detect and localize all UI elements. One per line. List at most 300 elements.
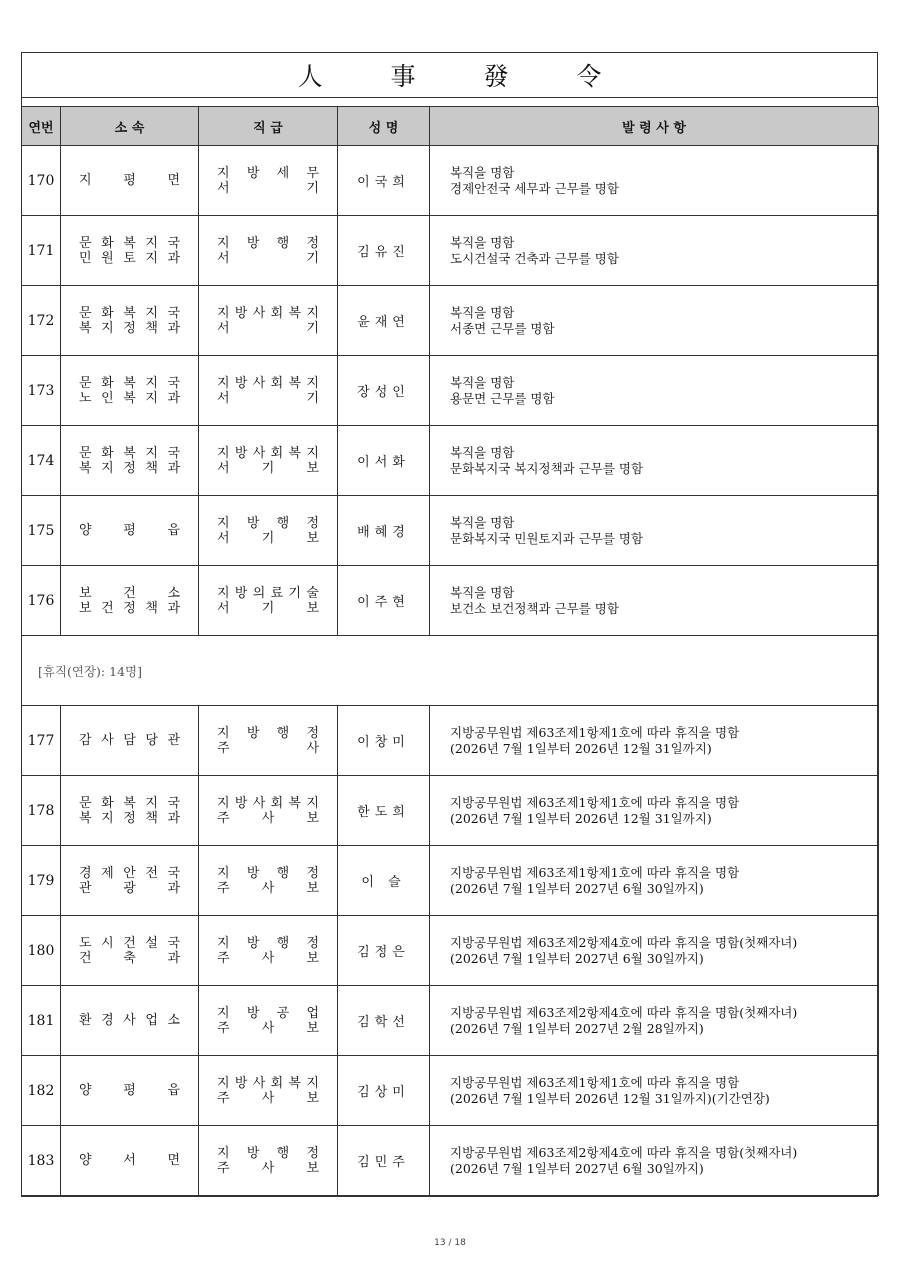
header-number: 연번 — [22, 107, 61, 146]
grade-line — [217, 866, 319, 881]
grade-line — [217, 951, 319, 966]
grade-char: 기 — [261, 460, 275, 476]
dept-char: 정 — [123, 810, 136, 826]
grade-char: 지 — [306, 375, 319, 391]
grade-char: 지 — [217, 1005, 230, 1021]
row-person-name: 김정은 — [338, 916, 430, 986]
dept-char: 민 — [79, 250, 92, 266]
dept-line — [79, 951, 180, 966]
grade-char: 의 — [252, 585, 266, 601]
dept-char: 문 — [79, 305, 92, 321]
grade-line — [217, 1161, 319, 1176]
row-number: 172 — [22, 286, 61, 356]
dept-char: 지 — [101, 320, 114, 336]
appointment-line: (2026년 7월 1일부터 2026년 12월 31일까지)(기간연장) — [450, 1090, 770, 1106]
grade-char: 회 — [270, 305, 284, 321]
appointment-line: 용문면 근무를 명함 — [450, 390, 555, 406]
row-department — [61, 356, 199, 426]
grade-line — [217, 1076, 319, 1091]
row-number: 176 — [22, 566, 61, 636]
dept-line — [79, 601, 180, 616]
dept-char: 소 — [167, 585, 180, 601]
grade-char: 주 — [217, 1160, 230, 1176]
dept-char: 건 — [123, 935, 136, 951]
dept-line — [79, 523, 180, 538]
grade-char: 사 — [261, 1020, 275, 1036]
dept-line — [79, 866, 180, 881]
grade-char: 방 — [234, 445, 248, 461]
row-department — [61, 286, 199, 356]
dept-char: 지 — [145, 795, 158, 811]
dept-line — [79, 251, 180, 266]
grade-char: 지 — [306, 445, 319, 461]
row-appointment — [430, 706, 879, 776]
appointment-line: (2026년 7월 1일부터 2027년 6월 30일까지) — [450, 950, 704, 966]
appointment-line: (2026년 7월 1일부터 2027년 6월 30일까지) — [450, 880, 704, 896]
dept-char: 노 — [79, 390, 92, 406]
grade-char: 지 — [217, 235, 230, 251]
dept-char: 건 — [123, 585, 136, 601]
dept-char: 국 — [167, 305, 180, 321]
row-grade — [199, 146, 338, 216]
grade-char: 사 — [252, 375, 266, 391]
dept-char: 경 — [79, 865, 92, 881]
dept-char: 화 — [101, 445, 114, 461]
grade-line — [217, 376, 319, 391]
row-grade — [199, 1126, 338, 1196]
grade-line — [217, 1091, 319, 1106]
appointment-line: 복직을 명함 — [450, 304, 515, 320]
row-grade — [199, 356, 338, 426]
dept-char: 복 — [123, 795, 136, 811]
table-row — [22, 216, 879, 286]
grade-char: 지 — [217, 305, 230, 321]
dept-char: 복 — [123, 305, 136, 321]
dept-line — [79, 811, 180, 826]
row-grade — [199, 426, 338, 496]
grade-char: 사 — [252, 305, 266, 321]
table-row — [22, 286, 879, 356]
header-department: 소 속 — [61, 107, 199, 146]
grade-line — [217, 236, 319, 251]
dept-char: 담 — [123, 733, 136, 748]
grade-char: 주 — [217, 880, 230, 896]
appointment-line: 복직을 명함 — [450, 234, 515, 250]
table-row — [22, 146, 879, 216]
dept-char: 축 — [123, 950, 136, 966]
dept-char: 감 — [79, 733, 92, 748]
dept-line — [79, 586, 180, 601]
grade-line — [217, 726, 319, 741]
grade-char: 지 — [217, 865, 230, 881]
grade-char: 회 — [270, 375, 284, 391]
dept-char: 국 — [167, 235, 180, 251]
dept-char: 과 — [167, 810, 180, 826]
appointment-line: 지방공무원법 제63조제1항제1호에 따라 휴직을 명함 — [450, 794, 740, 810]
grade-char: 사 — [306, 740, 319, 756]
row-department — [61, 986, 199, 1056]
row-person-name: 배혜경 — [338, 496, 430, 566]
grade-char: 사 — [261, 880, 275, 896]
grade-char: 지 — [217, 725, 230, 741]
grade-char: 회 — [270, 1075, 284, 1091]
row-person-name: 김학선 — [338, 986, 430, 1056]
row-department — [61, 916, 199, 986]
appointment-line: 복직을 명함 — [450, 514, 515, 530]
table-row — [22, 426, 879, 496]
grade-char: 행 — [276, 1145, 290, 1161]
dept-char: 전 — [145, 865, 158, 881]
dept-char: 면 — [167, 173, 180, 188]
grade-char: 보 — [306, 810, 319, 826]
grade-char: 회 — [270, 795, 284, 811]
dept-char: 지 — [145, 305, 158, 321]
grade-line — [217, 306, 319, 321]
row-grade — [199, 846, 338, 916]
row-person-name: 한도희 — [338, 776, 430, 846]
grade-char: 방 — [246, 235, 260, 251]
row-number: 173 — [22, 356, 61, 426]
grade-char: 료 — [270, 585, 284, 601]
grade-char: 주 — [217, 950, 230, 966]
dept-char: 복 — [123, 390, 136, 406]
row-person-name: 김유진 — [338, 216, 430, 286]
dept-line — [79, 936, 180, 951]
grade-char: 방 — [234, 585, 248, 601]
dept-char: 과 — [167, 390, 180, 406]
grade-char: 복 — [288, 795, 302, 811]
row-number: 180 — [22, 916, 61, 986]
title-divider — [22, 97, 877, 98]
dept-char: 원 — [101, 250, 114, 266]
grade-char: 정 — [306, 1145, 319, 1161]
appointment-line: 문화복지국 민원토지과 근무를 명함 — [450, 530, 644, 546]
row-grade — [199, 916, 338, 986]
row-appointment — [430, 496, 879, 566]
row-person-name: 이창미 — [338, 706, 430, 776]
dept-char: 보 — [79, 600, 92, 616]
dept-line — [79, 1083, 180, 1098]
dept-char: 복 — [79, 320, 92, 336]
appointment-line: (2026년 7월 1일부터 2027년 6월 30일까지) — [450, 1160, 704, 1176]
row-number: 178 — [22, 776, 61, 846]
grade-char: 서 — [217, 460, 230, 476]
dept-char: 양 — [79, 1083, 92, 1098]
table-header-row — [22, 107, 879, 146]
row-number: 175 — [22, 496, 61, 566]
grade-char: 보 — [306, 950, 319, 966]
row-appointment — [430, 846, 879, 916]
row-appointment — [430, 916, 879, 986]
dept-char: 과 — [167, 950, 180, 966]
grade-char: 회 — [270, 445, 284, 461]
grade-char: 주 — [217, 740, 230, 756]
grade-char: 방 — [246, 1005, 260, 1021]
grade-line — [217, 1021, 319, 1036]
row-grade — [199, 496, 338, 566]
dept-char: 제 — [101, 865, 114, 881]
row-department — [61, 846, 199, 916]
appointment-line: (2026년 7월 1일부터 2026년 12월 31일까지) — [450, 810, 712, 826]
dept-char: 문 — [79, 375, 92, 391]
grade-char: 지 — [217, 585, 230, 601]
grade-line — [217, 531, 319, 546]
dept-char: 지 — [145, 390, 158, 406]
table-row — [22, 776, 879, 846]
dept-char: 읍 — [167, 523, 180, 538]
grade-char: 행 — [276, 515, 290, 531]
grade-char: 주 — [217, 1090, 230, 1106]
row-department — [61, 776, 199, 846]
row-grade — [199, 286, 338, 356]
grade-char: 복 — [288, 445, 302, 461]
dept-char: 지 — [145, 375, 158, 391]
grade-char: 정 — [306, 725, 319, 741]
row-number: 171 — [22, 216, 61, 286]
grade-char: 보 — [306, 880, 319, 896]
row-appointment — [430, 1126, 879, 1196]
dept-line — [79, 1013, 180, 1028]
appointment-line: 보건소 보건정책과 근무를 명함 — [450, 600, 619, 616]
grade-char: 방 — [246, 725, 260, 741]
grade-char: 사 — [261, 1090, 275, 1106]
appointment-line: 문화복지국 복지정책과 근무를 명함 — [450, 460, 644, 476]
grade-char: 방 — [246, 1145, 260, 1161]
row-person-name: 장성인 — [338, 356, 430, 426]
dept-line — [79, 306, 180, 321]
row-appointment — [430, 356, 879, 426]
row-person-name: 김민주 — [338, 1126, 430, 1196]
dept-char: 지 — [101, 810, 114, 826]
grade-char: 기 — [261, 600, 275, 616]
group-label-leave: [휴직(연장): 14명] — [38, 664, 142, 679]
grade-line — [217, 936, 319, 951]
grade-char: 술 — [306, 585, 319, 601]
grade-char: 방 — [246, 165, 260, 181]
grade-char: 복 — [288, 375, 302, 391]
dept-char: 관 — [79, 880, 92, 896]
dept-char: 과 — [167, 320, 180, 336]
dept-char: 지 — [145, 250, 158, 266]
grade-line — [217, 601, 319, 616]
appointment-line: (2026년 7월 1일부터 2026년 12월 31일까지) — [450, 740, 712, 756]
grade-char: 지 — [217, 1075, 230, 1091]
dept-char: 경 — [101, 1013, 114, 1028]
dept-line — [79, 321, 180, 336]
appointment-line: 서종면 근무를 명함 — [450, 320, 555, 336]
header-appointment: 발 령 사 항 — [430, 107, 879, 146]
row-person-name: 이국희 — [338, 146, 430, 216]
grade-char: 사 — [261, 1160, 275, 1176]
table-row — [22, 1056, 879, 1126]
appointment-line: 지방공무원법 제63조제2항제4호에 따라 휴직을 명함(첫째자녀) — [450, 1144, 798, 1160]
row-number: 174 — [22, 426, 61, 496]
grade-char: 지 — [217, 445, 230, 461]
dept-char: 소 — [167, 1013, 180, 1028]
grade-char: 방 — [246, 865, 260, 881]
grade-char: 서 — [217, 530, 230, 546]
grade-char: 기 — [306, 390, 319, 406]
appointment-line: 경제안전국 세무과 근무를 명함 — [450, 180, 619, 196]
dept-char: 안 — [123, 865, 136, 881]
dept-char: 화 — [101, 305, 114, 321]
appointment-line: 지방공무원법 제63조제1항제1호에 따라 휴직을 명함 — [450, 1074, 740, 1090]
grade-line — [217, 181, 319, 196]
dept-char: 과 — [167, 250, 180, 266]
grade-char: 무 — [306, 165, 319, 181]
dept-line — [79, 461, 180, 476]
grade-char: 복 — [288, 1075, 302, 1091]
dept-char: 읍 — [167, 1083, 180, 1098]
dept-char: 광 — [123, 880, 136, 896]
dept-char: 평 — [123, 173, 136, 188]
row-person-name: 윤재연 — [338, 286, 430, 356]
grade-char: 지 — [306, 1075, 319, 1091]
row-department — [61, 566, 199, 636]
dept-line — [79, 446, 180, 461]
row-number: 179 — [22, 846, 61, 916]
grade-char: 지 — [217, 375, 230, 391]
grade-char: 행 — [276, 235, 290, 251]
grade-char: 사 — [252, 445, 266, 461]
dept-char: 지 — [79, 173, 92, 188]
dept-char: 복 — [123, 375, 136, 391]
page-indicator: 13 / 18 — [434, 1238, 466, 1248]
row-number: 170 — [22, 146, 61, 216]
row-person-name: 이주현 — [338, 566, 430, 636]
table-row — [22, 916, 879, 986]
grade-char: 행 — [276, 865, 290, 881]
dept-char: 정 — [123, 460, 136, 476]
dept-char: 과 — [167, 600, 180, 616]
row-grade — [199, 706, 338, 776]
appointment-line: 지방공무원법 제63조제1항제1호에 따라 휴직을 명함 — [450, 864, 740, 880]
grade-line — [217, 166, 319, 181]
dept-char: 서 — [123, 1153, 136, 1168]
row-appointment — [430, 986, 879, 1056]
dept-char: 과 — [167, 460, 180, 476]
grade-char: 공 — [276, 1005, 290, 1021]
dept-char: 정 — [123, 320, 136, 336]
row-appointment — [430, 286, 879, 356]
dept-char: 국 — [167, 935, 180, 951]
appointment-line: 지방공무원법 제63조제2항제4호에 따라 휴직을 명함(첫째자녀) — [450, 934, 798, 950]
table-body-group — [22, 636, 879, 706]
grade-line — [217, 461, 319, 476]
dept-char: 책 — [145, 600, 158, 616]
dept-char: 사 — [101, 733, 114, 748]
row-appointment — [430, 566, 879, 636]
row-appointment — [430, 1056, 879, 1126]
dept-char: 복 — [79, 460, 92, 476]
row-appointment — [430, 426, 879, 496]
dept-char: 관 — [167, 733, 180, 748]
row-appointment — [430, 216, 879, 286]
grade-line — [217, 321, 319, 336]
grade-line — [217, 1146, 319, 1161]
grade-char: 사 — [252, 795, 266, 811]
row-department — [61, 1126, 199, 1196]
grade-char: 기 — [261, 530, 275, 546]
header-name: 성 명 — [338, 107, 430, 146]
row-grade — [199, 566, 338, 636]
table-row — [22, 356, 879, 426]
grade-line — [217, 796, 319, 811]
dept-char: 복 — [123, 445, 136, 461]
dept-char: 복 — [79, 810, 92, 826]
row-department — [61, 146, 199, 216]
grade-char: 보 — [306, 1090, 319, 1106]
dept-char: 설 — [145, 935, 158, 951]
appointment-line: 지방공무원법 제63조제1항제1호에 따라 휴직을 명함 — [450, 724, 740, 740]
dept-char: 평 — [123, 523, 136, 538]
row-grade — [199, 1056, 338, 1126]
dept-line — [79, 391, 180, 406]
grade-char: 정 — [306, 235, 319, 251]
grade-char: 사 — [261, 810, 275, 826]
grade-char: 서 — [217, 250, 230, 266]
dept-char: 지 — [145, 445, 158, 461]
grade-char: 사 — [252, 1075, 266, 1091]
appointment-line: 복직을 명함 — [450, 584, 515, 600]
row-person-name: 이서화 — [338, 426, 430, 496]
table-row — [22, 986, 879, 1056]
dept-line — [79, 173, 180, 188]
dept-char: 환 — [79, 1013, 92, 1028]
document-frame — [21, 52, 878, 1197]
document-title: 人 事 發 令 — [297, 62, 632, 91]
grade-char: 업 — [306, 1005, 319, 1021]
grade-char: 보 — [306, 1020, 319, 1036]
grade-char: 지 — [217, 935, 230, 951]
grade-char: 사 — [261, 950, 275, 966]
grade-char: 주 — [217, 1020, 230, 1036]
row-grade — [199, 776, 338, 846]
appointment-line: (2026년 7월 1일부터 2027년 2월 28일까지) — [450, 1020, 704, 1036]
appointment-line: 도시건설국 건축과 근무를 명함 — [450, 250, 619, 266]
dept-char: 책 — [145, 320, 158, 336]
dept-char: 건 — [79, 950, 92, 966]
dept-char: 보 — [79, 585, 92, 601]
table-row — [22, 1126, 879, 1196]
grade-char: 지 — [306, 305, 319, 321]
table-body-leave — [22, 706, 879, 1196]
row-department — [61, 496, 199, 566]
row-appointment — [430, 146, 879, 216]
table-row — [22, 706, 879, 776]
grade-char: 서 — [217, 600, 230, 616]
row-department — [61, 216, 199, 286]
dept-line — [79, 236, 180, 251]
dept-char: 지 — [145, 235, 158, 251]
dept-line — [79, 1153, 180, 1168]
row-number: 177 — [22, 706, 61, 776]
grade-char: 지 — [217, 1145, 230, 1161]
grade-char: 기 — [288, 585, 302, 601]
grade-char: 주 — [217, 810, 230, 826]
dept-char: 토 — [123, 250, 136, 266]
grade-char: 기 — [306, 320, 319, 336]
dept-char: 문 — [79, 795, 92, 811]
dept-char: 평 — [123, 1083, 136, 1098]
dept-char: 양 — [79, 1153, 92, 1168]
grade-char: 기 — [306, 180, 319, 196]
grade-char: 방 — [246, 515, 260, 531]
grade-line — [217, 1006, 319, 1021]
dept-char: 책 — [145, 460, 158, 476]
dept-char: 국 — [167, 795, 180, 811]
dept-char: 도 — [79, 935, 92, 951]
